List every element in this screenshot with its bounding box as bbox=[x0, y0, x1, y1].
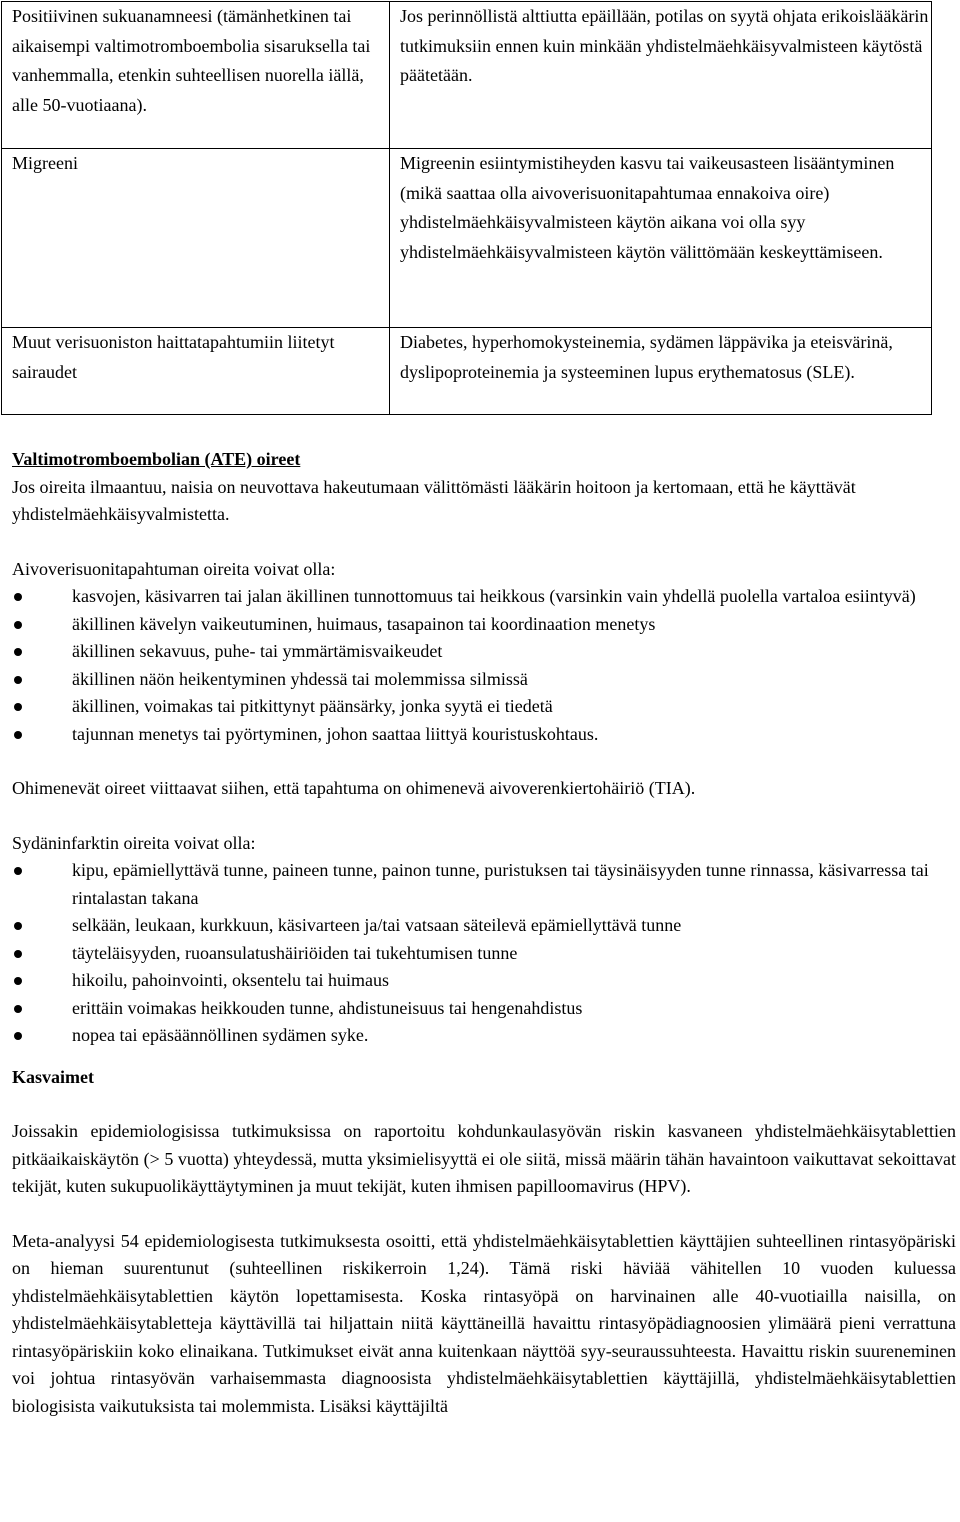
list-item-text: tajunnan menetys tai pyörtyminen, johon saattaa liittyä kouristuskohtaus. bbox=[72, 723, 599, 744]
list-item-text: selkään, leukaan, kurkkuun, käsivarteen ja/tai vatsaan säteilevä epämiellyttävä tunne bbox=[72, 915, 682, 935]
list-item bbox=[12, 995, 956, 1023]
list-item bbox=[12, 693, 956, 721]
list-item bbox=[12, 912, 956, 940]
bullet-icon bbox=[14, 648, 22, 656]
list-item bbox=[12, 638, 956, 666]
mi-symptoms-lead: Sydäninfarktin oireita voivat olla: bbox=[12, 832, 256, 853]
table-row bbox=[2, 2, 932, 149]
list-item bbox=[12, 721, 956, 749]
tumours-paragraph-cervical: Joissakin epidemiologisissa tutkimuksissa on raportoitu kohdunkaulasyövän riskin kasvaneen yhdistelmäehkäisytablettien pitkäaikaiskäytön (> 5 vuotta) yhteydessä, mutta yksimielisyyttä ei ole siitä, missä määrin tähän havaintoon vaikuttavat sekoittavat tekijät, kuten sukupuolikäyttäytyminen ja muut tekijät, kuten ihmisen papilloomavirus (HPV). bbox=[12, 1121, 956, 1196]
list-item-text: kipu, epämiellyttävä tunne, paineen tunne, painon tunne, puristuksen tai täysinäisyyden tunne rinnassa, käsivarressa tai rintalastan takana bbox=[72, 860, 929, 908]
table-cell-comment bbox=[390, 149, 932, 328]
list-item-text: äkillinen sekavuus, puhe- tai ymmärtämisvaikeudet bbox=[72, 641, 443, 661]
list-item-text: äkillinen kävelyn vaikeutuminen, huimaus, tasapainon tai koordinaation menetys bbox=[72, 613, 656, 634]
tumours-paragraph-breast: Meta-analyysi 54 epidemiologisesta tutkimuksesta osoitti, että yhdistelmäehkäisytablettien käyttäjien suhteellinen rintasyöpäriski on hieman suurentunut (suhteellinen riskikerroin 1,24). Tämä riski häviää vähitellen 10 vuoden kuluessa yhdistelmäehkäisytablettien käytön lopettamisesta. Koska rintasyöpä on harvinainen alle 40-vuotiailla naisilla, on yhdistelmäehkäisytabletteja käyttävillä tai hiljattain niitä käyttäneillä havaittu rintasyöpädiagnoosien ylimäärä pieni verrattuna rintasyöpäriskiin koko elinaikana. Tutkimukset eivät anna kuitenkaan näyttöä syy-seuraussuhteesta. Havaittu riskin suureneminen voi johtua rintasyövän varhaisemmasta diagnoosista yhdistelmäehkäisytablettien käyttäjillä, yhdistelmäehkäisytablettien biologisista vaikutuksista tai molemmista. Lisäksi käyttäjiltä bbox=[12, 1230, 956, 1416]
list-item bbox=[12, 611, 956, 639]
ate-intro-paragraph: Jos oireita ilmaantuu, naisia on neuvottava hakeutumaan välittömästi lääkärin hoitoon ja kertomaan, että he käyttävät yhdistelmäehkäisyvalmistetta. bbox=[12, 476, 856, 524]
bullet-icon bbox=[14, 703, 22, 711]
bullet-icon bbox=[14, 621, 22, 629]
list-item bbox=[12, 1022, 956, 1050]
bullet-icon bbox=[14, 867, 22, 875]
tia-note: Ohimenevät oireet viittaavat siihen, että tapahtuma on ohimenevä aivoverenkiertohäiriö (TIA). bbox=[12, 778, 696, 798]
table-row bbox=[2, 328, 932, 415]
bullet-icon bbox=[14, 731, 22, 739]
list-item bbox=[12, 857, 956, 912]
table-cell-risk-factor bbox=[2, 328, 390, 415]
bullet-icon bbox=[14, 950, 22, 958]
list-item bbox=[12, 583, 956, 611]
list-item-text: äkillinen näön heikentyminen yhdessä tai molemmissa silmissä bbox=[72, 668, 528, 689]
table-cell-comment bbox=[390, 328, 932, 415]
list-item-text: nopea tai epäsäännöllinen sydämen syke. bbox=[72, 1025, 369, 1045]
risk-factor-table bbox=[1, 1, 932, 415]
bullet-icon bbox=[14, 676, 22, 684]
table-cell-comment bbox=[390, 2, 932, 149]
section-heading-tumours: Kasvaimet bbox=[12, 1066, 94, 1087]
table-cell-text: Diabetes, hyperhomokysteinemia, sydämen läppävika ja eteisvärinä, dyslipoproteinemia ja systeeminen lupus erythematosus (SLE). bbox=[400, 332, 893, 382]
table-cell-text: Muut verisuoniston haittatapahtumiin liitetyt sairaudet bbox=[12, 332, 335, 382]
list-item-text: hikoilu, pahoinvointi, oksentelu tai huimaus bbox=[72, 970, 389, 990]
table-cell-text: Positiivinen sukuanamneesi (tämänhetkinen tai aikaisempi valtimotromboembolia sisaruksella tai vanhemmalla, etenkin suhteellisen nuorella iällä, alle 50-vuotiaana). bbox=[12, 6, 371, 115]
bullet-icon bbox=[14, 922, 22, 930]
list-item-text: täyteläisyyden, ruoansulatushäiriöiden tai tukehtumisen tunne bbox=[72, 942, 518, 963]
bullet-icon bbox=[14, 1005, 22, 1013]
list-item bbox=[12, 666, 956, 694]
section-heading-ate: Valtimotromboembolian (ATE) oireet bbox=[12, 449, 301, 469]
table-cell-text: Migreenin esiintymistiheyden kasvu tai vaikeusasteen lisääntyminen (mikä saattaa olla aivoverisuonitapahtumaa ennakoiva oire) yhdistelmäehkäisyvalmisteen käytön aikana voi olla syy yhdistelmäehkäisyvalmisteen käytön välittömään keskeyttämiseen. bbox=[400, 153, 895, 262]
document-body bbox=[12, 446, 956, 1420]
stroke-symptoms-lead: Aivoverisuonitapahtuman oireita voivat olla: bbox=[12, 558, 336, 579]
list-item-text: äkillinen, voimakas tai pitkittynyt päänsärky, jonka syytä ei tiedetä bbox=[72, 696, 553, 716]
list-item bbox=[12, 940, 956, 968]
table-row bbox=[2, 149, 932, 328]
table-cell-risk-factor bbox=[2, 2, 390, 149]
list-item bbox=[12, 967, 956, 995]
list-item-text: kasvojen, käsivarren tai jalan äkillinen tunnottomuus tai heikkous (varsinkin vain yhdellä puolella vartaloa esiintyvä) bbox=[72, 586, 916, 606]
bullet-icon bbox=[14, 593, 22, 601]
table-cell-text: Jos perinnöllistä alttiutta epäillään, potilas on syytä ohjata erikoislääkärin tutkimuksiin ennen kuin minkään yhdistelmäehkäisyvalmisteen käytöstä päätetään. bbox=[400, 6, 929, 85]
stroke-symptoms-list bbox=[12, 583, 956, 748]
table-cell-text: Migreeni bbox=[12, 153, 78, 173]
bullet-icon bbox=[14, 1032, 22, 1040]
table-cell-risk-factor bbox=[2, 149, 390, 328]
list-item-text: erittäin voimakas heikkouden tunne, ahdistuneisuus tai hengenahdistus bbox=[72, 997, 583, 1018]
bullet-icon bbox=[14, 977, 22, 985]
mi-symptoms-list bbox=[12, 857, 956, 1050]
